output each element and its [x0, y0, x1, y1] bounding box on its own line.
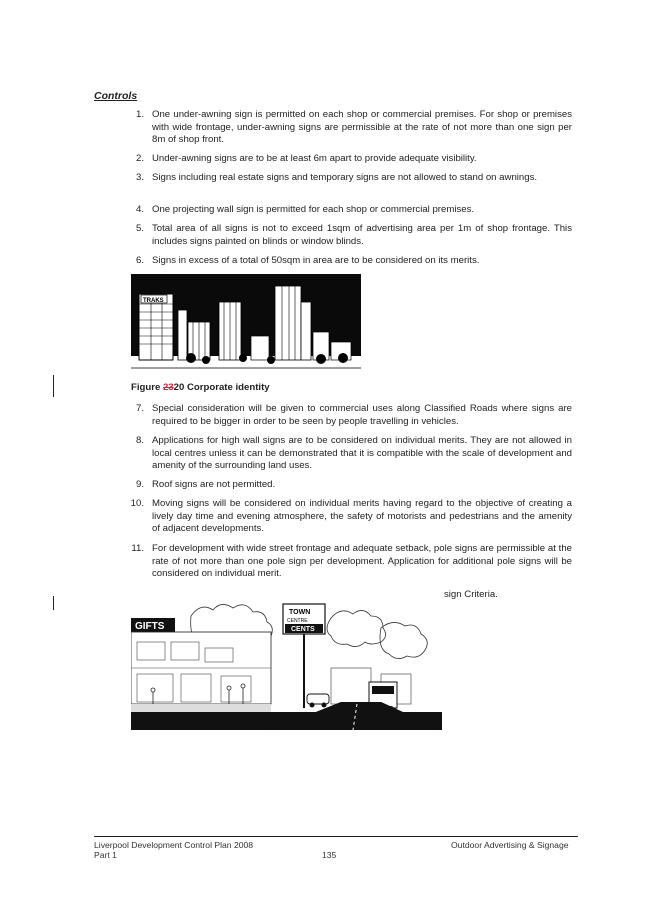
caption-deleted-number: 23 [162, 382, 174, 393]
item-text: For development with wide street frontage and adequate setback, pole signs are permissible at the rate of not more than one pole sign per development. Application for additional pole signs will be considered on individual merit. [152, 543, 572, 579]
item-text: Signs including real estate signs and temporary signs are not allowed to stand on awnings. [152, 172, 538, 183]
item-text: Total area of all signs is not to exceed 1sqm of advertising area per 1m of shop frontage. This includes signs painted on blinds or window blinds. [152, 223, 572, 247]
pole-sign-line1: TOWN [289, 609, 311, 616]
item-text: Roof signs are not permitted. [152, 479, 276, 490]
item-number: 9. [135, 479, 144, 490]
item-number: 8. [135, 435, 144, 446]
item-text: Signs in excess of a total of 50sqm in area are to be considered on its merits. [152, 255, 480, 266]
item-text: One projecting wall sign is permitted for each shop or commercial premises. [152, 204, 475, 215]
street-drawing [131, 598, 442, 730]
footer-document-title: Liverpool Development Control Plan 2008 [94, 840, 254, 850]
caption-prefix: Figure [131, 382, 163, 393]
partial-line-text: sign Criteria. [444, 589, 498, 600]
item-number: 3. [135, 172, 144, 183]
corporate-identity-illustration [131, 274, 361, 372]
item-number: 5. [135, 223, 144, 234]
item-number: 11. [131, 543, 144, 554]
skyline-drawing [131, 274, 361, 372]
pole-sign-line2: CENTRE [287, 618, 308, 624]
footer-part: Part 1 [94, 850, 117, 860]
pole-sign-line3: CENTS [291, 626, 315, 633]
item-number: 10. [130, 498, 144, 509]
item-number: 6. [135, 255, 144, 266]
item-text: Special consideration will be given to commercial uses along Classified Roads where signs are required to be bigger in order to be seen by people travelling in vehicles. [152, 403, 572, 427]
section-heading: Controls [94, 90, 138, 102]
figure-caption [131, 382, 270, 393]
item-number: 2. [135, 153, 144, 164]
item-number: 1. [135, 109, 144, 120]
revision-bar [53, 596, 54, 610]
street-scene-illustration [131, 598, 442, 730]
item-number: 4. [135, 204, 144, 215]
traks-sign: TRAKS [143, 298, 164, 304]
footer-section-title: Outdoor Advertising & Signage [451, 840, 569, 850]
item-number: 7. [135, 403, 144, 414]
item-text: Applications for high wall signs are to be considered on individual merits. They are not allowed in local centres unless it can be demonstrated that it is compatible with the scale of development and amenity of the surrounding land uses. [152, 435, 572, 471]
item-text: Under-awning signs are to be at least 6m apart to provide adequate visibility. [152, 153, 477, 164]
revision-bar [53, 375, 54, 397]
page-number: 135 [322, 850, 337, 860]
caption-rest: 20 Corporate identity [173, 382, 270, 393]
item-text: Moving signs will be considered on individual merits having regard to the objective of creating a lively day time and evening atmosphere, the safety of motorists and pedestrians and the amenity of adjacent developments. [152, 498, 572, 534]
footer-rule [94, 836, 578, 837]
item-text: One under-awning sign is permitted on each shop or commercial premises. For shop or premises with wide frontage, under-awning signs are permissible at the rate of not more than one sign per 8m of shop front. [152, 109, 572, 145]
gifts-sign: GIFTS [135, 621, 165, 632]
